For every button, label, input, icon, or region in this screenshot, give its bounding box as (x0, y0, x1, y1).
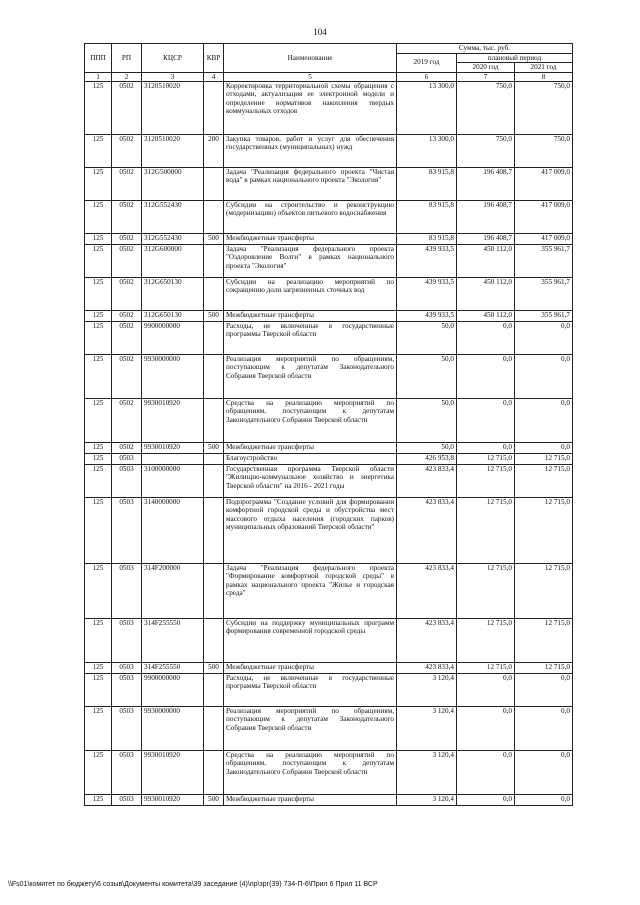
cell-kvr: 500 (204, 662, 224, 673)
cell-kcsr: 314F200000 (142, 563, 204, 618)
budget-table (84, 43, 573, 806)
cell-2020: 12 715,0 (457, 618, 515, 662)
cell-rp: 0503 (112, 618, 142, 662)
cell-name: Благоустройство (224, 453, 397, 464)
cell-2019: 83 915,8 (397, 200, 457, 233)
cell-kvr (204, 277, 224, 310)
cell-2020: 0,0 (457, 750, 515, 794)
table-row (85, 662, 573, 673)
cell-ppp: 125 (85, 167, 112, 200)
cell-kvr (204, 167, 224, 200)
cell-2020: 12 715,0 (457, 497, 515, 563)
cell-rp: 0503 (112, 662, 142, 673)
cell-2020: 0,0 (457, 673, 515, 706)
cell-rp: 0502 (112, 321, 142, 354)
planned-period-header: плановый период (457, 53, 573, 63)
cell-kcsr: 9930000000 (142, 354, 204, 398)
cell-2021: 417 009,0 (515, 200, 573, 233)
cell-rp: 0502 (112, 310, 142, 321)
cell-2020: 0,0 (457, 706, 515, 750)
table-row (85, 453, 573, 464)
cell-2019: 83 915,8 (397, 167, 457, 200)
cell-name: Межбюджетные трансферты (224, 310, 397, 321)
table-row (85, 497, 573, 563)
cell-rp: 0502 (112, 398, 142, 442)
cell-kcsr: 312G500000 (142, 167, 204, 200)
cell-2020: 196 408,7 (457, 200, 515, 233)
cell-ppp: 125 (85, 442, 112, 453)
cell-kcsr: 9930010920 (142, 442, 204, 453)
cell-name: Государственная программа Тверской области "Жилищно-коммунальное хозяйство и энергетика Тверской области" на 2016 - 2021 годы (224, 464, 397, 497)
table-row (85, 167, 573, 200)
cell-rp: 0502 (112, 277, 142, 310)
cell-ppp: 125 (85, 321, 112, 354)
cell-name: Средства на реализацию мероприятий по обращениям, поступающим к депутатам Законодательного Собрания Тверской области (224, 750, 397, 794)
col-header-2021: 2021 год (515, 63, 573, 73)
cell-name: Подпрограмма "Создание условий для формирования комфортной городской среды и обустройства мест массового отдыха населения (городских парков) муниципальных образований Тверской области" (224, 497, 397, 563)
cell-2019: 13 300,0 (397, 134, 457, 167)
column-index: 6 (397, 72, 457, 81)
cell-kcsr: 3100000000 (142, 464, 204, 497)
cell-2019: 423 833,4 (397, 563, 457, 618)
col-header-kcsr: КЦСР (142, 44, 204, 73)
cell-2021: 355 961,7 (515, 277, 573, 310)
cell-kcsr: 312G552430 (142, 200, 204, 233)
cell-ppp: 125 (85, 618, 112, 662)
cell-2020: 12 715,0 (457, 662, 515, 673)
cell-rp: 0502 (112, 354, 142, 398)
cell-rp: 0503 (112, 453, 142, 464)
col-header-ppp: ППП (85, 44, 112, 73)
cell-ppp: 125 (85, 398, 112, 442)
cell-kcsr: 312G600000 (142, 244, 204, 277)
cell-ppp: 125 (85, 453, 112, 464)
cell-ppp: 125 (85, 200, 112, 233)
cell-2019: 3 120,4 (397, 794, 457, 805)
cell-kcsr: 9930000000 (142, 706, 204, 750)
cell-2019: 50,0 (397, 398, 457, 442)
cell-kvr (204, 398, 224, 442)
cell-name: Задача "Реализация федерального проекта "Формирование комфортной городской среды" в рамках национального проекта "Жилье и городская среда" (224, 563, 397, 618)
cell-kvr (204, 618, 224, 662)
cell-ppp: 125 (85, 662, 112, 673)
cell-rp: 0502 (112, 244, 142, 277)
cell-2019: 426 953,8 (397, 453, 457, 464)
table-row (85, 706, 573, 750)
cell-kcsr: 314F255550 (142, 618, 204, 662)
table-row (85, 134, 573, 167)
table-row (85, 398, 573, 442)
table-row (85, 618, 573, 662)
table-row (85, 244, 573, 277)
cell-2020: 450 112,0 (457, 277, 515, 310)
cell-rp: 0503 (112, 750, 142, 794)
cell-name: Задача "Реализация федерального проекта "Чистая вода" в рамках национального проекта "Экология" (224, 167, 397, 200)
cell-ppp: 125 (85, 244, 112, 277)
cell-kcsr: 314F255550 (142, 662, 204, 673)
cell-kvr (204, 673, 224, 706)
cell-rp: 0503 (112, 706, 142, 750)
cell-rp: 0503 (112, 563, 142, 618)
cell-2021: 0,0 (515, 706, 573, 750)
cell-name: Расходы, не включенные в государственные программы Тверской области (224, 321, 397, 354)
cell-ppp: 125 (85, 277, 112, 310)
cell-2019: 3 120,4 (397, 673, 457, 706)
cell-2019: 13 300,0 (397, 81, 457, 134)
cell-2021: 355 961,7 (515, 244, 573, 277)
cell-kvr (204, 497, 224, 563)
cell-name: Субсидии на строительство и реконструкцию (модернизацию) объектов питьевого водоснабжения (224, 200, 397, 233)
cell-name: Субсидии на реализацию мероприятий по сокращению доли загрязненных сточных вод (224, 277, 397, 310)
cell-rp: 0503 (112, 497, 142, 563)
column-index: 1 (85, 72, 112, 81)
cell-kcsr: 3120510020 (142, 134, 204, 167)
cell-2021: 12 715,0 (515, 497, 573, 563)
cell-kcsr: 312G650130 (142, 277, 204, 310)
cell-2021: 12 715,0 (515, 662, 573, 673)
table-header (85, 44, 573, 82)
cell-kvr (204, 321, 224, 354)
cell-kcsr (142, 453, 204, 464)
cell-kvr (204, 244, 224, 277)
cell-kvr: 500 (204, 442, 224, 453)
cell-2020: 0,0 (457, 321, 515, 354)
cell-2019: 439 933,5 (397, 244, 457, 277)
sum-header: Сумма, тыс. руб. (397, 44, 573, 54)
cell-2021: 0,0 (515, 442, 573, 453)
cell-2019: 439 933,5 (397, 310, 457, 321)
cell-rp: 0503 (112, 794, 142, 805)
table-row (85, 563, 573, 618)
table-row (85, 354, 573, 398)
table-row (85, 794, 573, 805)
cell-ppp: 125 (85, 354, 112, 398)
cell-2021: 12 715,0 (515, 563, 573, 618)
cell-name: Задача "Реализация федерального проекта "Оздоровление Волги" в рамках национального проекта "Экология" (224, 244, 397, 277)
cell-2021: 0,0 (515, 354, 573, 398)
cell-2019: 423 833,4 (397, 618, 457, 662)
cell-2019: 50,0 (397, 321, 457, 354)
cell-rp: 0502 (112, 442, 142, 453)
column-index-row (85, 72, 573, 81)
table-row (85, 277, 573, 310)
cell-2020: 0,0 (457, 442, 515, 453)
cell-kcsr: 9930010920 (142, 398, 204, 442)
cell-2021: 12 715,0 (515, 453, 573, 464)
cell-rp: 0502 (112, 167, 142, 200)
cell-name: Реализация мероприятий по обращениям, поступающим к депутатам Законодательного Собрания Тверской области (224, 706, 397, 750)
cell-ppp: 125 (85, 464, 112, 497)
cell-kcsr: 3140000000 (142, 497, 204, 563)
cell-kvr (204, 81, 224, 134)
cell-2021: 0,0 (515, 794, 573, 805)
col-header-2020: 2020 год (457, 63, 515, 73)
col-header-rp: РП (112, 44, 142, 73)
cell-2020: 196 408,7 (457, 233, 515, 244)
table-body (85, 81, 573, 805)
cell-kvr: 200 (204, 134, 224, 167)
column-index: 3 (142, 72, 204, 81)
cell-rp: 0502 (112, 81, 142, 134)
cell-2020: 0,0 (457, 354, 515, 398)
cell-kcsr: 312G650130 (142, 310, 204, 321)
cell-kvr: 500 (204, 310, 224, 321)
cell-2020: 12 715,0 (457, 453, 515, 464)
cell-2019: 423 833,4 (397, 662, 457, 673)
cell-kcsr: 312G552430 (142, 233, 204, 244)
cell-name: Межбюджетные трансферты (224, 662, 397, 673)
cell-2019: 50,0 (397, 354, 457, 398)
cell-kvr: 500 (204, 794, 224, 805)
cell-name: Расходы, не включенные в государственные программы Тверской области (224, 673, 397, 706)
cell-kcsr: 9900000000 (142, 673, 204, 706)
table-row (85, 442, 573, 453)
cell-2020: 750,0 (457, 81, 515, 134)
table-row (85, 200, 573, 233)
cell-rp: 0503 (112, 464, 142, 497)
cell-kvr (204, 706, 224, 750)
cell-2019: 423 833,4 (397, 497, 457, 563)
cell-2019: 50,0 (397, 442, 457, 453)
cell-kvr: 500 (204, 233, 224, 244)
cell-kvr (204, 464, 224, 497)
cell-ppp: 125 (85, 233, 112, 244)
cell-ppp: 125 (85, 794, 112, 805)
cell-name: Реализация мероприятий по обращениям, поступающим к депутатам Законодательного Собрания Тверской области (224, 354, 397, 398)
column-index: 5 (224, 72, 397, 81)
cell-2019: 3 120,4 (397, 706, 457, 750)
cell-ppp: 125 (85, 310, 112, 321)
cell-2021: 12 715,0 (515, 464, 573, 497)
column-index: 7 (457, 72, 515, 81)
cell-name: Межбюджетные трансферты (224, 442, 397, 453)
table-row (85, 750, 573, 794)
cell-kvr (204, 354, 224, 398)
cell-2020: 196 408,7 (457, 167, 515, 200)
cell-2021: 417 009,0 (515, 233, 573, 244)
cell-2019: 3 120,4 (397, 750, 457, 794)
cell-name: Субсидии на поддержку муниципальных программ формирования современной городской среды (224, 618, 397, 662)
cell-name: Закупка товаров, работ и услуг для обеспечения государственных (муниципальных) нужд (224, 134, 397, 167)
cell-kvr (204, 750, 224, 794)
cell-2021: 0,0 (515, 673, 573, 706)
col-header-kvr: КВР (204, 44, 224, 73)
cell-ppp: 125 (85, 497, 112, 563)
cell-2021: 750,0 (515, 81, 573, 134)
cell-2019: 83 915,8 (397, 233, 457, 244)
cell-ppp: 125 (85, 563, 112, 618)
cell-name: Средства на реализацию мероприятий по обращениям, поступающим к депутатам Законодательного Собрания Тверской области (224, 398, 397, 442)
cell-2020: 750,0 (457, 134, 515, 167)
cell-2020: 450 112,0 (457, 310, 515, 321)
column-index: 8 (515, 72, 573, 81)
page-number: 104 (313, 27, 327, 37)
cell-kvr (204, 453, 224, 464)
cell-2021: 0,0 (515, 398, 573, 442)
cell-2021: 0,0 (515, 321, 573, 354)
cell-2019: 439 933,5 (397, 277, 457, 310)
col-header-name: Наименование (224, 44, 397, 73)
cell-2020: 0,0 (457, 398, 515, 442)
cell-2021: 355 961,7 (515, 310, 573, 321)
cell-rp: 0502 (112, 134, 142, 167)
cell-name: Межбюджетные трансферты (224, 794, 397, 805)
cell-2021: 750,0 (515, 134, 573, 167)
cell-kvr (204, 200, 224, 233)
column-index: 2 (112, 72, 142, 81)
cell-2020: 0,0 (457, 794, 515, 805)
table-row (85, 233, 573, 244)
cell-rp: 0503 (112, 673, 142, 706)
cell-2020: 12 715,0 (457, 464, 515, 497)
cell-kcsr: 3120510020 (142, 81, 204, 134)
cell-2020: 450 112,0 (457, 244, 515, 277)
col-header-2019: 2019 год (397, 53, 457, 72)
cell-ppp: 125 (85, 673, 112, 706)
cell-kcsr: 9930010920 (142, 750, 204, 794)
cell-ppp: 125 (85, 134, 112, 167)
cell-name: Межбюджетные трансферты (224, 233, 397, 244)
cell-kcsr: 9900000000 (142, 321, 204, 354)
footer-file-path: \\Fs01\комитет по бюджету\6 созыв\Документы комитета\39 заседание (4)\пр\зрг(39) 734-П-6\Прил 6 Прил 11 ВСР (8, 881, 378, 888)
cell-2021: 417 009,0 (515, 167, 573, 200)
cell-ppp: 125 (85, 81, 112, 134)
cell-2021: 0,0 (515, 750, 573, 794)
cell-rp: 0502 (112, 200, 142, 233)
cell-kcsr: 9930010920 (142, 794, 204, 805)
cell-2020: 12 715,0 (457, 563, 515, 618)
table-row (85, 464, 573, 497)
cell-ppp: 125 (85, 750, 112, 794)
table-row (85, 321, 573, 354)
cell-rp: 0502 (112, 233, 142, 244)
cell-name: Корректировка территориальной схемы обращения с отходами, актуализация ее электронной модели и определение нормативов накопления твердых коммунальных отходов (224, 81, 397, 134)
table-row (85, 310, 573, 321)
cell-2021: 12 715,0 (515, 618, 573, 662)
cell-kvr (204, 563, 224, 618)
cell-2019: 423 833,4 (397, 464, 457, 497)
cell-ppp: 125 (85, 706, 112, 750)
table-row (85, 81, 573, 134)
table-row (85, 673, 573, 706)
column-index: 4 (204, 72, 224, 81)
